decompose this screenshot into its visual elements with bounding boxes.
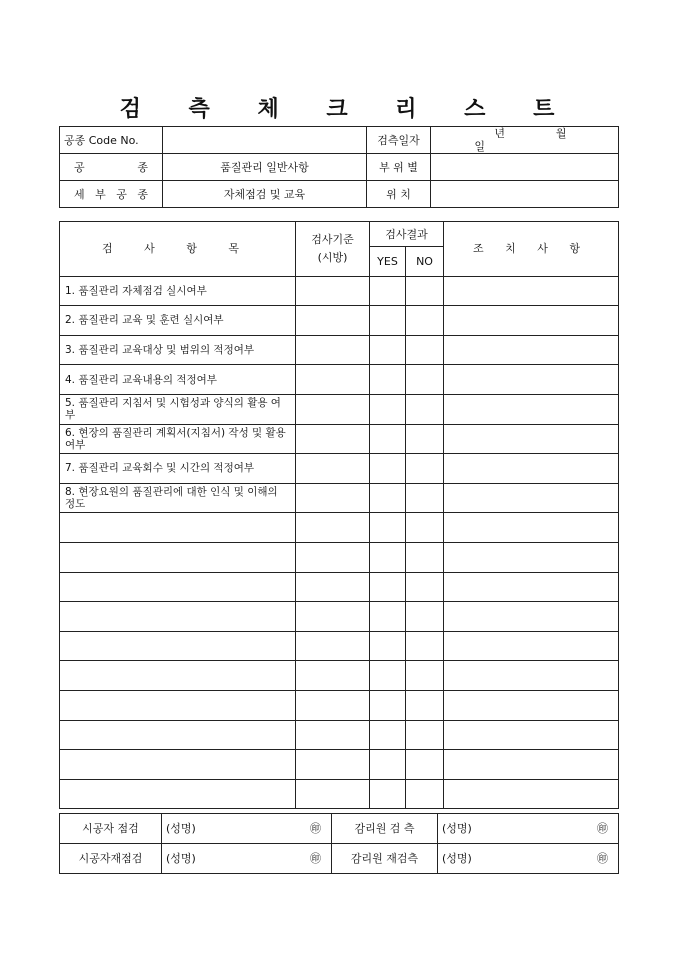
checklist-no-cell[interactable] xyxy=(406,690,444,720)
checklist-item-label xyxy=(60,690,296,720)
checklist-item-label: 3. 품질관리 교육대상 및 범위의 적정여부 xyxy=(60,335,296,365)
checklist-no-cell[interactable] xyxy=(406,454,444,484)
code-label: 공종 Code No. xyxy=(60,127,163,154)
checklist-no-cell[interactable] xyxy=(406,483,444,513)
supervisor-check-label: 감리원 검 측 xyxy=(332,814,438,844)
checklist-no-cell[interactable] xyxy=(406,335,444,365)
checklist-yes-cell[interactable] xyxy=(370,572,406,602)
supervisor-check-name: (성명) xyxy=(442,822,472,835)
checklist-item-label xyxy=(60,750,296,780)
checklist-no-cell[interactable] xyxy=(406,631,444,661)
checklist-standard-cell[interactable] xyxy=(296,602,370,632)
info-table xyxy=(59,126,619,208)
checklist-no-cell[interactable] xyxy=(406,602,444,632)
checklist-yes-cell[interactable] xyxy=(370,750,406,780)
checklist-yes-cell[interactable] xyxy=(370,306,406,336)
checklist-standard-cell[interactable] xyxy=(296,306,370,336)
checklist-action-cell[interactable] xyxy=(444,335,619,365)
checklist-row xyxy=(60,306,619,336)
checklist-no-cell[interactable] xyxy=(406,365,444,395)
checklist-standard-cell[interactable] xyxy=(296,483,370,513)
header-action: 조 치 사 항 xyxy=(444,222,619,277)
checklist-no-cell[interactable] xyxy=(406,720,444,750)
header-no: NO xyxy=(406,247,444,277)
checklist-standard-cell[interactable] xyxy=(296,720,370,750)
subtrade-label: 세 부 공 종 xyxy=(74,187,148,201)
checklist-action-cell[interactable] xyxy=(444,394,619,424)
checklist-standard-cell[interactable] xyxy=(296,454,370,484)
checklist-item-label: 7. 품질관리 교육회수 및 시간의 적정여부 xyxy=(60,454,296,484)
date-field[interactable] xyxy=(431,127,619,154)
checklist-row xyxy=(60,335,619,365)
checklist-yes-cell[interactable] xyxy=(370,394,406,424)
checklist-yes-cell[interactable] xyxy=(370,483,406,513)
checklist-action-cell[interactable] xyxy=(444,424,619,454)
location-value-field[interactable] xyxy=(431,181,619,208)
checklist-row xyxy=(60,454,619,484)
checklist-item-label xyxy=(60,602,296,632)
header-item: 검 사 항 목 xyxy=(60,222,296,277)
checklist-row xyxy=(60,661,619,691)
checklist-action-cell[interactable] xyxy=(444,483,619,513)
checklist-row xyxy=(60,542,619,572)
checklist-yes-cell[interactable] xyxy=(370,690,406,720)
checklist-yes-cell[interactable] xyxy=(370,602,406,632)
part-value-field[interactable] xyxy=(431,154,619,181)
checklist-yes-cell[interactable] xyxy=(370,513,406,543)
checklist-action-cell[interactable] xyxy=(444,513,619,543)
header-standard xyxy=(296,222,370,277)
checklist-standard-cell[interactable] xyxy=(296,631,370,661)
checklist-action-cell[interactable] xyxy=(444,572,619,602)
header-yes: YES xyxy=(370,247,406,277)
checklist-item-label xyxy=(60,572,296,602)
checklist-action-cell[interactable] xyxy=(444,690,619,720)
checklist-action-cell[interactable] xyxy=(444,602,619,632)
info-row-code xyxy=(60,127,619,154)
signature-row-1 xyxy=(60,814,619,844)
checklist-standard-cell[interactable] xyxy=(296,365,370,395)
checklist-yes-cell[interactable] xyxy=(370,779,406,809)
checklist-standard-cell[interactable] xyxy=(296,779,370,809)
checklist-item-label: 6. 현장의 품질관리 계획서(지침서) 작성 및 활용 여부 xyxy=(60,424,296,454)
checklist-yes-cell[interactable] xyxy=(370,454,406,484)
checklist-action-cell[interactable] xyxy=(444,750,619,780)
header-result: 검사결과 xyxy=(370,222,444,247)
checklist-standard-cell[interactable] xyxy=(296,276,370,306)
subtrade-value[interactable]: 자체점검 및 교육 xyxy=(163,181,367,208)
seal-icon: ㊞ xyxy=(597,822,608,835)
checklist-standard-cell[interactable] xyxy=(296,424,370,454)
contractor-recheck-label: 시공자재점검 xyxy=(60,844,162,874)
checklist-row xyxy=(60,602,619,632)
trade-value[interactable]: 품질관리 일반사항 xyxy=(163,154,367,181)
checklist-item-label: 5. 품질관리 지침서 및 시험성과 양식의 활용 여부 xyxy=(60,394,296,424)
checklist-standard-cell[interactable] xyxy=(296,394,370,424)
checklist-item-label: 8. 현장요원의 품질관리에 대한 인식 및 이해의 정도 xyxy=(60,483,296,513)
checklist-row xyxy=(60,572,619,602)
header-standard-line1: 검사기준 xyxy=(311,232,354,246)
location-label: 위 치 xyxy=(367,181,431,208)
date-label: 검측일자 xyxy=(367,127,431,154)
trade-label: 공 종 xyxy=(74,160,148,174)
checklist-row xyxy=(60,276,619,306)
checklist-yes-cell[interactable] xyxy=(370,542,406,572)
checklist-action-cell[interactable] xyxy=(444,661,619,691)
date-year: 년 xyxy=(494,127,505,140)
checklist-yes-cell[interactable] xyxy=(370,365,406,395)
contractor-check-sign-field[interactable] xyxy=(162,814,332,844)
supervisor-recheck-label: 감리원 재검측 xyxy=(332,844,438,874)
checklist-row xyxy=(60,690,619,720)
part-label: 부 위 별 xyxy=(367,154,431,181)
checklist-row xyxy=(60,483,619,513)
checklist-item-label xyxy=(60,542,296,572)
signature-row-2 xyxy=(60,844,619,874)
checklist-yes-cell[interactable] xyxy=(370,720,406,750)
checklist-item-label: 4. 품질관리 교육내용의 적정여부 xyxy=(60,365,296,395)
contractor-recheck-sign-field[interactable] xyxy=(162,844,332,874)
seal-icon: ㊞ xyxy=(310,822,321,835)
checklist-standard-cell[interactable] xyxy=(296,542,370,572)
seal-icon: ㊞ xyxy=(597,852,608,865)
checklist-row xyxy=(60,631,619,661)
checklist-action-cell[interactable] xyxy=(444,779,619,809)
checklist-no-cell[interactable] xyxy=(406,542,444,572)
contractor-check-name: (성명) xyxy=(166,822,196,835)
checklist-body xyxy=(60,276,619,809)
checklist-action-cell[interactable] xyxy=(444,542,619,572)
checklist-item-label: 2. 품질관리 교육 및 훈련 실시여부 xyxy=(60,306,296,336)
supervisor-check-sign-field[interactable] xyxy=(438,814,619,844)
code-value-field[interactable] xyxy=(163,127,367,154)
checklist-action-cell[interactable] xyxy=(444,454,619,484)
checklist-yes-cell[interactable] xyxy=(370,276,406,306)
supervisor-recheck-sign-field[interactable] xyxy=(438,844,619,874)
checklist-item-label xyxy=(60,720,296,750)
checklist-row xyxy=(60,779,619,809)
checklist-standard-cell[interactable] xyxy=(296,661,370,691)
checklist-item-label xyxy=(60,661,296,691)
checklist-row xyxy=(60,750,619,780)
checklist-action-cell[interactable] xyxy=(444,365,619,395)
checklist-yes-cell[interactable] xyxy=(370,424,406,454)
checklist-standard-cell[interactable] xyxy=(296,335,370,365)
checklist-yes-cell[interactable] xyxy=(370,631,406,661)
contractor-check-label: 시공자 점검 xyxy=(60,814,162,844)
checklist-item-label: 1. 품질관리 자체점검 실시여부 xyxy=(60,276,296,306)
checklist-row xyxy=(60,365,619,395)
checklist-no-cell[interactable] xyxy=(406,513,444,543)
header-standard-line2: (시방) xyxy=(317,250,348,264)
checklist-standard-cell[interactable] xyxy=(296,572,370,602)
checklist-action-cell[interactable] xyxy=(444,306,619,336)
signature-table xyxy=(59,813,619,874)
checklist-action-cell[interactable] xyxy=(444,631,619,661)
contractor-recheck-name: (성명) xyxy=(166,852,196,865)
checklist-item-label xyxy=(60,779,296,809)
checklist-no-cell[interactable] xyxy=(406,750,444,780)
supervisor-recheck-name: (성명) xyxy=(442,852,472,865)
checklist-no-cell[interactable] xyxy=(406,572,444,602)
checklist-row xyxy=(60,424,619,454)
checklist-table xyxy=(59,221,619,809)
info-row-trade xyxy=(60,154,619,181)
checklist-action-cell[interactable] xyxy=(444,720,619,750)
checklist-yes-cell[interactable] xyxy=(370,335,406,365)
seal-icon: ㊞ xyxy=(310,852,321,865)
info-row-subtrade xyxy=(60,181,619,208)
checklist-item-label xyxy=(60,513,296,543)
checklist-action-cell[interactable] xyxy=(444,276,619,306)
checklist-row xyxy=(60,394,619,424)
checklist-standard-cell[interactable] xyxy=(296,513,370,543)
checklist-header-row xyxy=(60,222,619,247)
checklist-standard-cell[interactable] xyxy=(296,690,370,720)
date-day: 일 xyxy=(474,140,485,153)
page-title: 검 측 체 크 리 스 트 xyxy=(119,96,575,122)
checklist-row xyxy=(60,513,619,543)
checklist-no-cell[interactable] xyxy=(406,394,444,424)
checklist-item-label xyxy=(60,631,296,661)
checklist-no-cell[interactable] xyxy=(406,661,444,691)
checklist-no-cell[interactable] xyxy=(406,424,444,454)
checklist-standard-cell[interactable] xyxy=(296,750,370,780)
checklist-yes-cell[interactable] xyxy=(370,661,406,691)
checklist-row xyxy=(60,720,619,750)
date-month: 월 xyxy=(555,127,567,140)
checklist-no-cell[interactable] xyxy=(406,306,444,336)
checklist-no-cell[interactable] xyxy=(406,779,444,809)
checklist-no-cell[interactable] xyxy=(406,276,444,306)
